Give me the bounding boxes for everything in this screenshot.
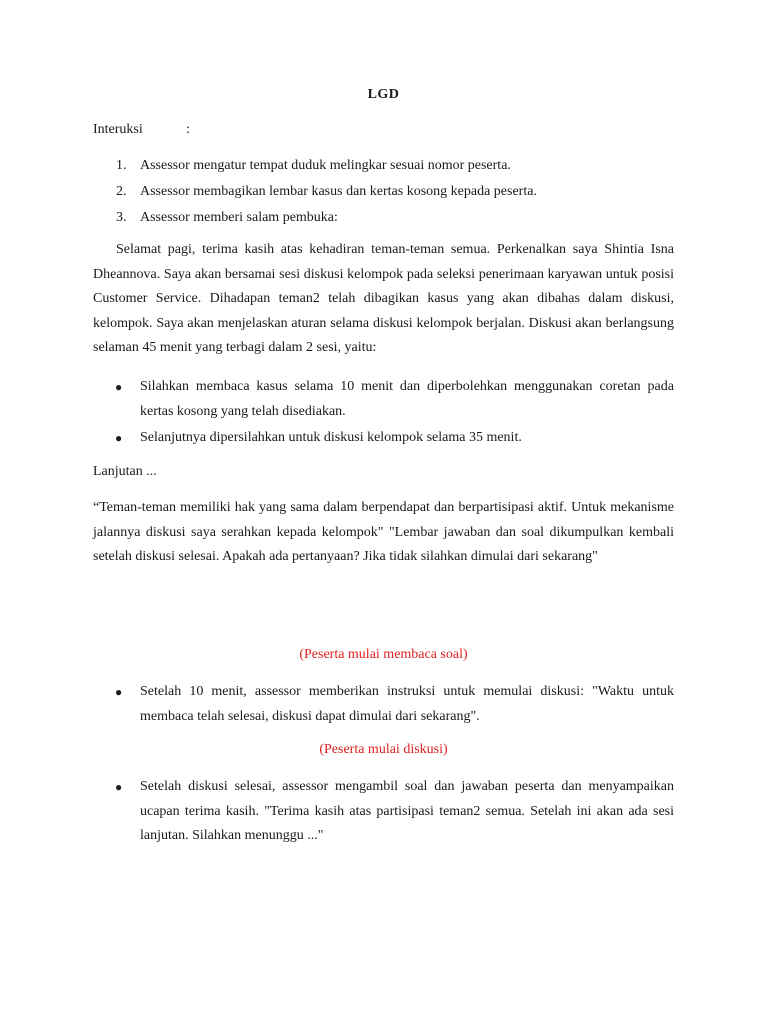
discussion-bullet — [93, 775, 674, 849]
list-item — [93, 680, 674, 729]
reading-bullet — [93, 680, 674, 729]
numbered-steps — [93, 156, 674, 234]
bullet-text: Setelah 10 menit, assessor memberikan instruksi untuk memulai diskusi: "Waktu untuk membaca telah selesai, diskusi dapat dimulai dari sekarang". — [140, 684, 674, 724]
step-number: 3. — [116, 210, 127, 225]
step-text: Assessor mengatur tempat duduk melingkar sesuai nomor peserta. — [140, 158, 511, 173]
list-item — [93, 775, 674, 849]
instruction-colon: : — [186, 122, 190, 137]
step-number: 2. — [116, 184, 127, 199]
step-number: 1. — [116, 158, 127, 173]
bullet-text: Selanjutnya dipersilahkan untuk diskusi kelompok selama 35 menit. — [140, 430, 522, 445]
bullet-icon: ● — [115, 685, 123, 699]
stage-note-discussion: (Peserta mulai diskusi) — [319, 742, 448, 757]
stage-note-reading: (Peserta mulai membaca soal) — [299, 647, 468, 662]
step-text: Assessor memberi salam pembuka: — [140, 210, 338, 225]
continuation-label: Lanjutan ... — [93, 464, 157, 479]
instruction-label: Interuksi — [93, 122, 143, 137]
document-title: LGD — [367, 87, 400, 102]
list-item — [93, 426, 674, 451]
bullet-icon: ● — [115, 431, 123, 445]
list-item — [93, 208, 674, 234]
bullet-text: Setelah diskusi selesai, assessor mengambil soal dan jawaban peserta dan menyampaikan ucapan terima kasih. "Terima kasih atas partisipasi teman2 semua. Setelah ini akan ada sesi lanjutan. Silahkan menunggu ..." — [140, 779, 674, 843]
session-bullets — [93, 375, 674, 451]
list-item — [93, 375, 674, 424]
instruction-heading — [93, 122, 190, 138]
bullet-icon: ● — [115, 380, 123, 394]
list-item — [93, 182, 674, 208]
step-text: Assessor membagikan lembar kasus dan kertas kosong kepada peserta. — [140, 184, 537, 199]
opening-paragraph: Selamat pagi, terima kasih atas kehadiran teman-teman semua. Perkenalkan saya Shintia Isna Dheannova. Saya akan bersamai sesi diskusi kelompok pada seleksi penerimaan karyawan untuk posisi Customer Service. Dihadapan teman2 telah dibagikan kasus yang akan dibahas dalam diskusi, kelompok. Saya akan menjelaskan aturan selama diskusi kelompok berjalan. Diskusi akan berlangsung selaman 45 menit yang terbagi dalam 2 sesi, yaitu: — [93, 242, 674, 355]
list-item — [93, 156, 674, 182]
quote-paragraph: “Teman-teman memiliki hak yang sama dalam berpendapat dan berpartisipasi aktif. Untuk mekanisme jalannya diskusi saya serahkan kepada kelompok" "Lembar jawaban dan soal dikumpulkan kembali setelah diskusi selesai. Apakah ada pertanyaan? Jika tidak silahkan dimulai dari sekarang" — [93, 500, 674, 564]
bullet-icon: ● — [115, 780, 123, 794]
bullet-text: Silahkan membaca kasus selama 10 menit dan diperbolehkan menggunakan coretan pada kertas kosong yang telah disediakan. — [140, 379, 674, 419]
